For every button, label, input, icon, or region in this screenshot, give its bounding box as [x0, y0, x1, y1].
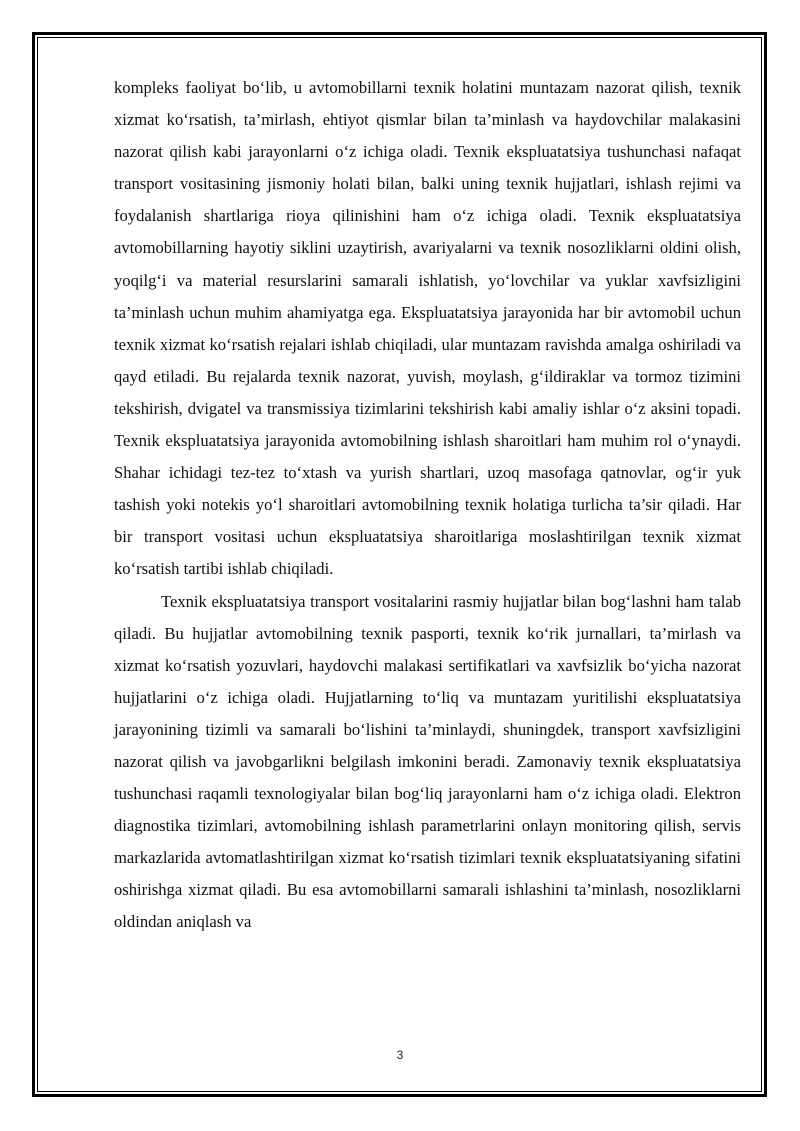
- paragraph: Texnik ekspluatatsiya transport vositalarini rasmiy hujjatlar bilan bog‘lashni ham talab qiladi. Bu hujjatlar avtomobilning texnik pasporti, texnik ko‘rik jurnallari, ta’mirlash va xizmat ko‘rsatish yozuvlari, haydovchi malakasi sertifikatlari va xavfsizlik bo‘yicha nazorat hujjatlarini o‘z ichiga oladi. Hujjatlarning to‘liq va muntazam yuritilishi ekspluatatsiya jarayonining tizimli va samarali bo‘lishini ta’minlaydi, shuningdek, transport xavfsizligini nazorat qilish va javobgarlikni belgilash imkonini beradi. Zamonaviy texnik ekspluatatsiya tushunchasi raqamli texnologiyalar bilan bog‘liq jarayonlarni ham o‘z ichiga oladi. Elektron diagnostika tizimlari, avtomobilning ishlash parametrlarini onlayn monitoring qilish, servis markazlarida avtomatlashtirilgan xizmat ko‘rsatish tizimlari texnik ekspluatatsiyaning sifatini oshirishga xizmat qiladi. Bu esa avtomobillarni samarali ishlashini ta’minlash, nosozliklarni oldindan aniqlash va: [114, 591, 741, 932]
- paragraph-continued: kompleks faoliyat bo‘lib, u avtomobillarni texnik holatini muntazam nazorat qilish, texnik xizmat ko‘rsatish, ta’mirlash, ehtiyot qismlar bilan ta’minlash va haydovchilar malakasini nazorat qilish kabi jarayonlarni o‘z ichiga oladi. Texnik ekspluatatsiya tushunchasi nafaqat transport vositasining jismoniy holati bilan, balki uning texnik hujjatlari, ishlash rejimi va foydalanish shartlariga rioya qilinishini ham o‘z ichiga oladi. Texnik ekspluatatsiya avtomobillarning hayotiy siklini uzaytirish, avariyalarni va texnik nosozliklarni oldini olish, yoqilg‘i va material resurslarini samarali ishlatish, yo‘lovchilar va yuklar xavfsizligini ta’minlash uchun muhim ahamiyatga ega. Ekspluatatsiya jarayonida har bir avtomobil uchun texnik xizmat ko‘rsatish rejalari ishlab chiqiladi, ular muntazam ravishda amalga oshiriladi va qayd etiladi. Bu rejalarda texnik nazorat, yuvish, moylash, g‘ildiraklar va tormoz tizimini tekshirish, dvigatel va transmissiya tizimlarini tekshirish kabi amaliy ishlar o‘z aksini topadi. Texnik ekspluatatsiya jarayonida avtomobilning ishlash sharoitlari ham muhim rol o‘ynaydi. Shahar ichidagi tez-tez to‘xtash va yurish shartlari, uzoq masofaga qatnovlar, og‘ir yuk tashish yoki notekis yo‘l sharoitlari avtomobilning texnik holatiga turlicha ta’sir qiladi. Har bir transport vositasi uchun ekspluatatsiya sharoitlariga moslashtirilgan texnik xizmat ko‘rsatish tartibi ishlab chiqiladi.: [114, 78, 741, 579]
- page-body: [114, 72, 741, 939]
- page-number: 3: [396, 1048, 404, 1062]
